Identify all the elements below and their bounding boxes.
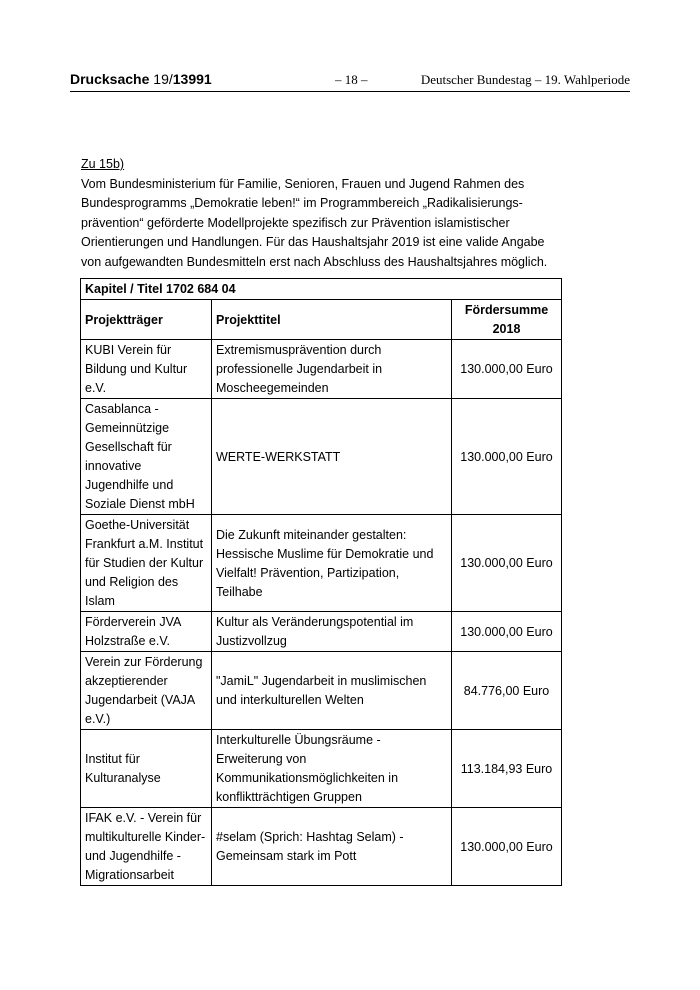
cell-traeger: Verein zur Förderung akzeptierender Jugendarbeit (VAJA e.V.) [81, 652, 212, 730]
doc-label: Drucksache [70, 71, 150, 87]
table-row [81, 612, 562, 652]
cell-titel: "JamiL" Jugendarbeit in muslimischen und interkulturellen Welten [212, 652, 452, 730]
col-header-summe: Fördersumme 2018 [452, 300, 562, 340]
cell-traeger: Goethe-Universität Frankfurt a.M. Institut für Studien der Kultur und Religion des Islam [81, 515, 212, 612]
header-row [81, 300, 562, 340]
cell-titel: #selam (Sprich: Hashtag Selam) - Gemeinsam stark im Pott [212, 808, 452, 886]
cell-summe: 130.000,00 Euro [452, 399, 562, 515]
cell-summe: 130.000,00 Euro [452, 808, 562, 886]
cell-summe: 113.184,93 Euro [452, 730, 562, 808]
cell-traeger: IFAK e.V. - Verein für multikulturelle Kinder- und Jugendhilfe - Migrationsarbeit [81, 808, 212, 886]
intro-section [81, 155, 561, 272]
doc-prefix: 19/ [153, 71, 173, 87]
section-heading: Zu 15b) [81, 157, 125, 171]
table-row [81, 730, 562, 808]
table-row [81, 340, 562, 399]
table-row [81, 399, 562, 515]
cell-titel: Kultur als Veränderungspotential im Justizvollzug [212, 612, 452, 652]
cell-summe: 130.000,00 Euro [452, 515, 562, 612]
doc-number: 13991 [172, 71, 212, 87]
cell-titel: WERTE-WERKSTATT [212, 399, 452, 515]
table-row [81, 652, 562, 730]
intro-paragraph: Vom Bundesministerium für Familie, Senioren, Frauen und Jugend Rahmen des Bundesprogramms „Demokratie leben!“ im Programmbereich „Radikalisierungs-prävention“ geförderte Modellprojekte spezifisch zur Prävention islamistischer Orientierungen und Handlungen. Für das Haushaltsjahr 2019 ist eine valide Angabe von aufgewandten Bundesmitteln erst nach Abschluss des Haushaltsjahres möglich. [81, 176, 548, 269]
cell-traeger: Förderverein JVA Holzstraße e.V. [81, 612, 212, 652]
cell-traeger: Institut für Kulturanalyse [81, 730, 212, 808]
table-row [81, 515, 562, 612]
col-header-traeger: Projektträger [81, 300, 212, 340]
table-row [81, 808, 562, 886]
cell-summe: 130.000,00 Euro [452, 612, 562, 652]
publisher: Deutscher Bundestag – 19. Wahlperiode [420, 72, 630, 87]
cell-summe: 130.000,00 Euro [452, 340, 562, 399]
col-header-titel: Projekttitel [212, 300, 452, 340]
cell-titel: Extremismusprävention durch professionelle Jugendarbeit in Moscheegemeinden [212, 340, 452, 399]
chapter-row [81, 279, 562, 300]
chapter-title: Kapitel / Titel 1702 684 04 [81, 279, 562, 300]
cell-titel: Interkulturelle Übungsräume - Erweiterung von Kommunikationsmöglichkeiten in konfliktträchtigen Gruppen [212, 730, 452, 808]
cell-titel: Die Zukunft miteinander gestalten: Hessische Muslime für Demokratie und Vielfalt! Prävention, Partizipation, Teilhabe [212, 515, 452, 612]
page-header [70, 71, 630, 92]
document-number [70, 71, 212, 87]
page-number: – 18 – [335, 72, 368, 87]
cell-summe: 84.776,00 Euro [452, 652, 562, 730]
cell-traeger: Casablanca - Gemeinnützige Gesellschaft für innovative Jugendhilfe und Soziale Dienst mbH [81, 399, 212, 515]
funding-table [80, 278, 562, 886]
cell-traeger: KUBI Verein für Bildung und Kultur e.V. [81, 340, 212, 399]
